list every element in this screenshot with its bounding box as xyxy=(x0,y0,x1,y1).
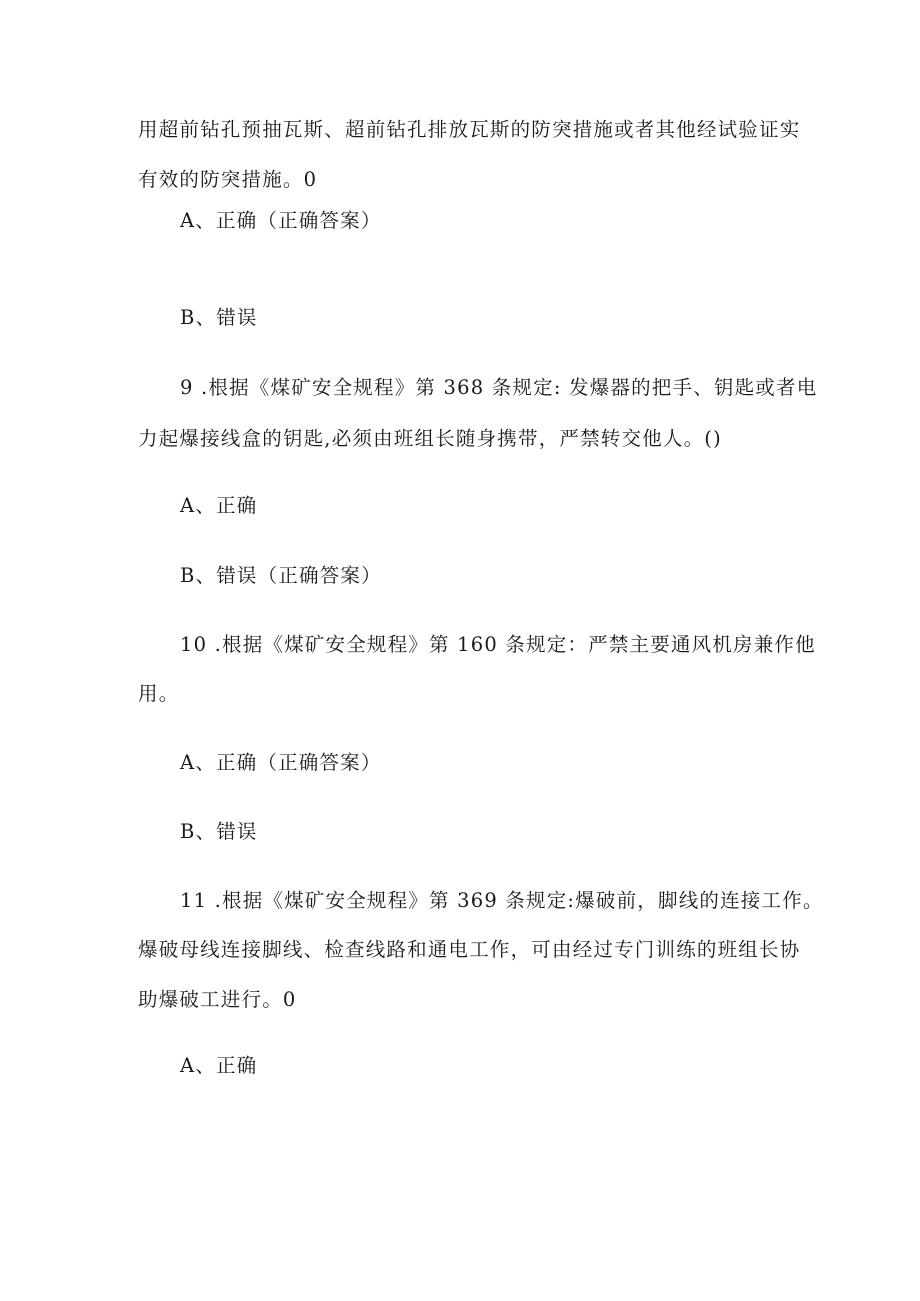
question-8-text-line-2: 有效的防突措施。0 xyxy=(138,168,318,191)
question-11-text-line-1: 11 .根据《煤矿安全规程》第 369 条规定:爆破前，脚线的连接工作。 xyxy=(180,889,824,912)
question-11-text-line-2: 爆破母线连接脚线、检查线路和通电工作，可由经过专门训练的班组长协 xyxy=(138,938,801,961)
question-10-option-b: B、错误 xyxy=(180,820,258,843)
question-8-text-line-1: 用超前钻孔预抽瓦斯、超前钻孔排放瓦斯的防突措施或者其他经试验证实 xyxy=(138,118,801,141)
question-9-text-line-1: 9 .根据《煤矿安全规程》第 368 条规定: 发爆器的把手、钥匙或者电 xyxy=(180,376,818,399)
question-10-option-a: A、正确（正确答案） xyxy=(180,751,382,774)
question-8-option-b: B、错误 xyxy=(180,306,258,329)
question-9-text-line-2: 力起爆接线盒的钥匙,必须由班组长随身携带，严禁转交他人。() xyxy=(138,427,722,450)
question-11-text-line-3: 助爆破工进行。0 xyxy=(138,988,297,1011)
question-9-option-a: A、正确 xyxy=(180,494,258,517)
question-11-option-a: A、正确 xyxy=(180,1054,258,1077)
question-8-option-a: A、正确（正确答案） xyxy=(180,209,382,232)
question-9-option-b: B、错误（正确答案） xyxy=(180,564,382,587)
question-10-text-line-1: 10 .根据《煤矿安全规程》第 160 条规定：严禁主要通风机房兼作他 xyxy=(180,633,816,656)
question-10-text-line-2: 用。 xyxy=(138,682,180,705)
